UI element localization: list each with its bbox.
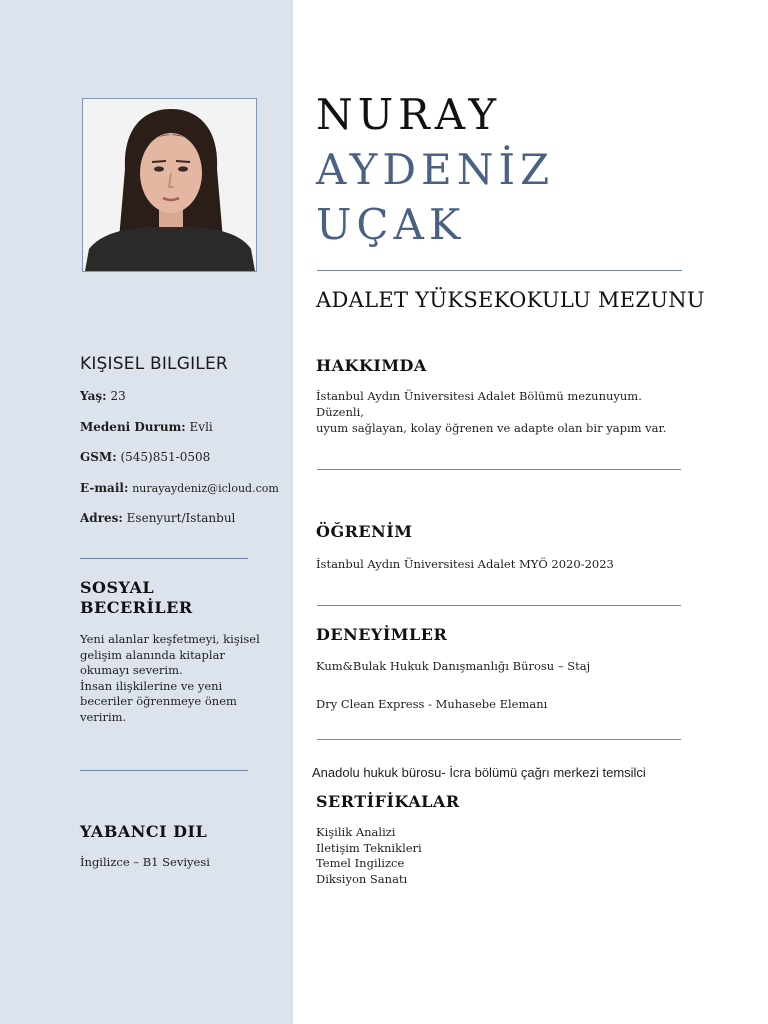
section-divider (317, 469, 681, 470)
social-line: okumayı severim. (80, 663, 183, 677)
social-line: İnsan ilişkilerine ve yeni (80, 678, 223, 693)
info-marital-status (80, 420, 213, 434)
social-heading-line2: BECERİLER (80, 598, 193, 617)
about-line: İstanbul Aydın Üniversitesi Adalet Bölümü mezunuyum. Düzenli, (316, 389, 642, 419)
social-heading-line1: SOSYAL (80, 578, 155, 597)
info-phone (80, 450, 210, 464)
personal-info-heading: KIŞISEL BILGILER (80, 354, 228, 374)
language-text: İngilizce – B1 Seviyesi (80, 855, 210, 869)
header-divider (317, 270, 682, 271)
about-heading: HAKKIMDA (316, 356, 427, 375)
name-last: UÇAK (316, 200, 466, 249)
social-line: gelişim alanında kitaplar (80, 647, 225, 662)
info-email-value[interactable]: nurayaydeniz@icloud.com (132, 482, 279, 495)
certificates-heading: SERTİFİKALAR (316, 792, 460, 811)
section-divider (317, 739, 681, 740)
info-phone-label: GSM: (80, 450, 117, 464)
certificate-item: Diksiyon Sanatı (316, 871, 408, 886)
info-phone-value: (545)851-0508 (120, 450, 211, 464)
profile-photo (82, 98, 257, 272)
social-line: veririm. (80, 709, 127, 724)
education-text: İstanbul Aydın Üniversitesi Adalet MYÖ 2020-2023 (316, 557, 614, 571)
sidebar-divider (80, 558, 248, 559)
info-age-label: Yaş: (80, 389, 107, 403)
info-address (80, 511, 235, 525)
about-text (316, 388, 686, 436)
education-heading: ÖĞRENİM (316, 522, 413, 541)
info-marital-label: Medeni Durum: (80, 420, 186, 434)
info-marital-value: Evli (189, 420, 213, 434)
certificate-item: Iletişim Teknikleri (316, 840, 422, 855)
info-age (80, 389, 126, 403)
experience-item: Kum&Bulak Hukuk Danışmanlığı Bürosu – Staj (316, 659, 591, 673)
name-first: NURAY (316, 90, 502, 139)
info-age-value: 23 (110, 389, 126, 403)
info-email (80, 481, 279, 495)
social-skills-heading (80, 578, 193, 618)
certificates-list (316, 825, 422, 887)
section-divider (317, 605, 681, 606)
about-line: uyum sağlayan, kolay öğrenen ve adapte olan bir yapım var. (316, 421, 667, 435)
name-middle: AYDENİZ (316, 145, 555, 194)
experience-extra: Anadolu hukuk bürosu- İcra bölümü çağrı merkezi temsilci (312, 765, 646, 780)
sidebar-divider (80, 770, 248, 771)
language-heading: YABANCI DIL (80, 822, 208, 841)
certificate-item: Kişilik Analizi (316, 825, 396, 839)
info-address-label: Adres: (80, 511, 123, 525)
certificate-item: Temel Ingilizce (316, 856, 405, 870)
social-line: Yeni alanlar keşfetmeyi, kişisel (80, 632, 260, 646)
experience-heading: DENEYİMLER (316, 625, 448, 644)
experience-item: Dry Clean Express - Muhasebe Elemanı (316, 697, 548, 711)
info-address-value: Esenyurt/Istanbul (126, 511, 236, 525)
social-skills-text (80, 632, 280, 725)
job-title: ADALET YÜKSEKOKULU MEZUNU (316, 288, 705, 312)
social-line: beceriler öğrenmeye önem (80, 694, 237, 708)
info-email-label: E-mail: (80, 481, 129, 495)
